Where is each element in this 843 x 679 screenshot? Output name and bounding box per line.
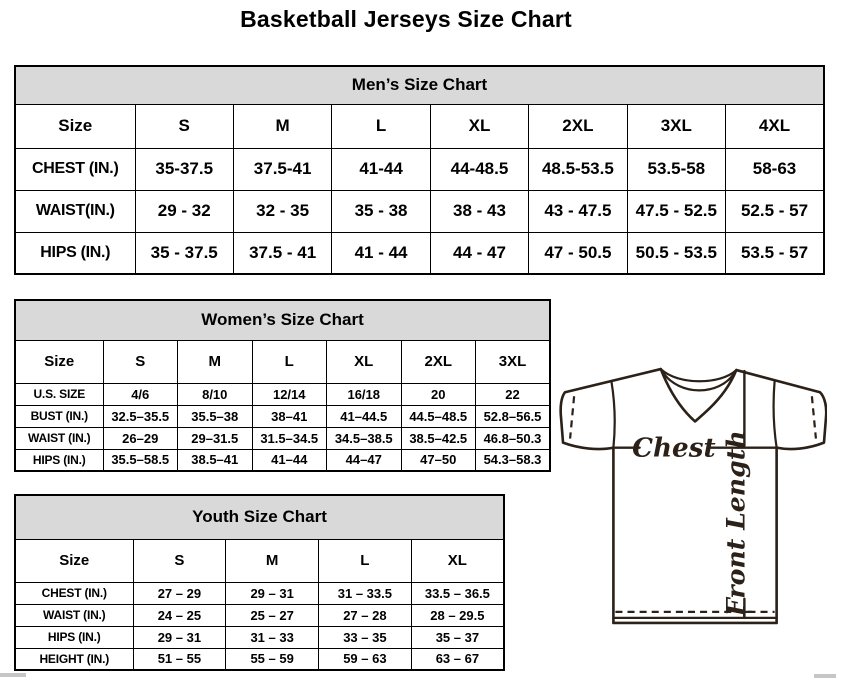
women-size-cell: 35.5–58.5 xyxy=(103,449,178,471)
men-column-header: 2XL xyxy=(529,104,627,148)
youth-size-cell: 31 – 33 xyxy=(226,626,319,648)
jersey-measurement-diagram xyxy=(559,363,827,627)
youth-size-cell: 31 – 33.5 xyxy=(319,582,412,604)
women-size-cell: 38.5–42.5 xyxy=(401,427,476,449)
women-size-cell: 44.5–48.5 xyxy=(401,405,476,427)
womens-size-table xyxy=(14,299,551,472)
men-size-cell: 38 - 43 xyxy=(430,190,528,232)
women-size-cell: 31.5–34.5 xyxy=(252,427,327,449)
youth-row-label: CHEST (IN.) xyxy=(15,582,133,604)
youth-chart-title: Youth Size Chart xyxy=(15,495,504,539)
women-column-header: Size xyxy=(15,340,103,383)
women-chart-title: Women’s Size Chart xyxy=(15,300,550,340)
youth-size-cell: 29 – 31 xyxy=(226,582,319,604)
men-size-cell: 53.5-58 xyxy=(627,148,725,190)
youth-row-label: HIPS (IN.) xyxy=(15,626,133,648)
youth-column-header: S xyxy=(133,539,226,582)
jersey-outline-icon xyxy=(559,363,827,627)
women-size-cell: 41–44.5 xyxy=(327,405,402,427)
men-size-cell: 44 - 47 xyxy=(430,232,528,274)
page-title: Basketball Jerseys Size Chart xyxy=(240,6,572,32)
chest-measurement-label: Chest xyxy=(632,432,716,464)
youth-size-cell: 33.5 – 36.5 xyxy=(411,582,504,604)
youth-column-header: XL xyxy=(411,539,504,582)
youth-size-cell: 63 – 67 xyxy=(411,648,504,670)
women-row-label: U.S. SIZE xyxy=(15,383,103,405)
women-size-cell: 47–50 xyxy=(401,449,476,471)
youth-size-table xyxy=(14,494,505,671)
men-size-cell: 43 - 47.5 xyxy=(529,190,627,232)
women-column-header: 2XL xyxy=(401,340,476,383)
women-size-cell: 29–31.5 xyxy=(178,427,253,449)
men-size-cell: 47.5 - 52.5 xyxy=(627,190,725,232)
women-column-header: L xyxy=(252,340,327,383)
youth-size-cell: 59 – 63 xyxy=(319,648,412,670)
women-column-header: 3XL xyxy=(476,340,551,383)
women-size-cell: 20 xyxy=(401,383,476,405)
women-size-cell: 12/14 xyxy=(252,383,327,405)
men-size-cell: 41 - 44 xyxy=(332,232,430,274)
men-size-cell: 58-63 xyxy=(726,148,824,190)
men-size-cell: 41-44 xyxy=(332,148,430,190)
women-size-cell: 34.5–38.5 xyxy=(327,427,402,449)
women-size-cell: 16/18 xyxy=(327,383,402,405)
women-row-label: HIPS (IN.) xyxy=(15,449,103,471)
youth-column-header: M xyxy=(226,539,319,582)
women-column-header: XL xyxy=(327,340,402,383)
men-column-header: Size xyxy=(15,104,135,148)
men-row-label: WAIST(IN.) xyxy=(15,190,135,232)
women-column-header: S xyxy=(103,340,178,383)
men-row-label: CHEST (IN.) xyxy=(15,148,135,190)
men-chart-title: Men’s Size Chart xyxy=(15,66,824,104)
youth-size-cell: 29 – 31 xyxy=(133,626,226,648)
men-column-header: 4XL xyxy=(726,104,824,148)
mens-size-table xyxy=(14,65,825,275)
men-size-cell: 37.5 - 41 xyxy=(233,232,331,274)
men-size-cell: 37.5-41 xyxy=(233,148,331,190)
youth-size-cell: 55 – 59 xyxy=(226,648,319,670)
men-size-cell: 29 - 32 xyxy=(135,190,233,232)
youth-column-header: L xyxy=(319,539,412,582)
youth-size-cell: 27 – 28 xyxy=(319,604,412,626)
women-size-cell: 41–44 xyxy=(252,449,327,471)
women-column-header: M xyxy=(178,340,253,383)
men-row-label: HIPS (IN.) xyxy=(15,232,135,274)
women-row-label: WAIST (IN.) xyxy=(15,427,103,449)
women-size-cell: 38.5–41 xyxy=(178,449,253,471)
men-column-header: L xyxy=(332,104,430,148)
front-length-measurement-label: Front Length xyxy=(720,430,751,617)
women-size-cell: 4/6 xyxy=(103,383,178,405)
youth-row-label: HEIGHT (IN.) xyxy=(15,648,133,670)
men-size-cell: 52.5 - 57 xyxy=(726,190,824,232)
women-size-cell: 54.3–58.3 xyxy=(476,449,551,471)
women-size-cell: 35.5–38 xyxy=(178,405,253,427)
women-size-cell: 32.5–35.5 xyxy=(103,405,178,427)
youth-size-cell: 51 – 55 xyxy=(133,648,226,670)
youth-size-cell: 28 – 29.5 xyxy=(411,604,504,626)
men-size-cell: 50.5 - 53.5 xyxy=(627,232,725,274)
youth-column-header: Size xyxy=(15,539,133,582)
scrollbar-fragment-right xyxy=(814,674,836,678)
women-size-cell: 8/10 xyxy=(178,383,253,405)
women-size-cell: 52.8–56.5 xyxy=(476,405,551,427)
women-row-label: BUST (IN.) xyxy=(15,405,103,427)
women-size-cell: 38–41 xyxy=(252,405,327,427)
youth-size-cell: 27 – 29 xyxy=(133,582,226,604)
men-size-cell: 35 - 37.5 xyxy=(135,232,233,274)
youth-size-cell: 35 – 37 xyxy=(411,626,504,648)
men-size-cell: 47 - 50.5 xyxy=(529,232,627,274)
youth-size-cell: 33 – 35 xyxy=(319,626,412,648)
women-size-cell: 46.8–50.3 xyxy=(476,427,551,449)
scrollbar-fragment-left xyxy=(0,673,26,677)
men-size-cell: 48.5-53.5 xyxy=(529,148,627,190)
men-size-cell: 35 - 38 xyxy=(332,190,430,232)
youth-size-cell: 25 – 27 xyxy=(226,604,319,626)
women-size-cell: 44–47 xyxy=(327,449,402,471)
youth-row-label: WAIST (IN.) xyxy=(15,604,133,626)
men-size-cell: 53.5 - 57 xyxy=(726,232,824,274)
men-column-header: XL xyxy=(430,104,528,148)
women-size-cell: 26–29 xyxy=(103,427,178,449)
youth-size-cell: 24 – 25 xyxy=(133,604,226,626)
men-column-header: 3XL xyxy=(627,104,725,148)
men-size-cell: 35-37.5 xyxy=(135,148,233,190)
women-size-cell: 22 xyxy=(476,383,551,405)
men-column-header: M xyxy=(233,104,331,148)
men-size-cell: 44-48.5 xyxy=(430,148,528,190)
men-size-cell: 32 - 35 xyxy=(233,190,331,232)
men-column-header: S xyxy=(135,104,233,148)
